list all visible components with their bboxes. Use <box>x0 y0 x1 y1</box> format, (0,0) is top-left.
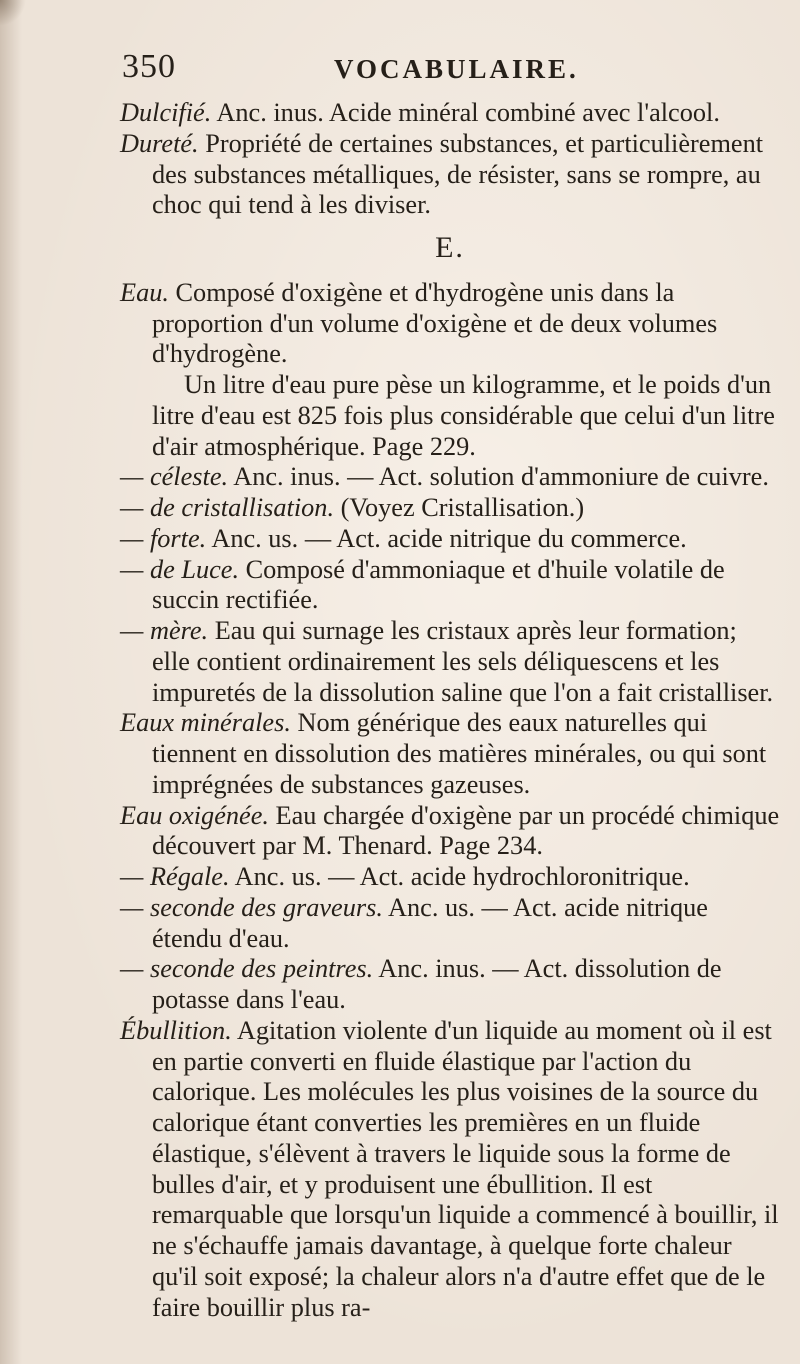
entry-eau-forte <box>120 524 780 555</box>
entry-term: — céleste. <box>120 462 229 492</box>
entry-eaux-minerales <box>120 708 780 800</box>
entry-eau-paragraph <box>120 370 780 462</box>
entry-definition: Anc. us. — Act. acide hydrochloronitrique. <box>229 862 690 891</box>
entry-term: Ébullition. <box>120 1015 232 1045</box>
entry-term: Eaux minérales. <box>120 708 291 738</box>
entry-term: — seconde des peintres. <box>120 954 374 984</box>
entry-term: — seconde des graveurs. <box>120 892 383 922</box>
entry-definition: Un litre d'eau pure pèse un kilogramme, et le poids d'un litre d'eau est 825 fois plus considérable que celui d'un litre d'air atmosphérique. Page 229. <box>152 370 775 461</box>
entry-term: — de Luce. <box>120 554 240 584</box>
running-title: VOCABULAIRE. <box>334 54 579 84</box>
dictionary-text <box>120 98 780 1323</box>
entry-definition: Agitation violente d'un liquide au moment où il est en partie converti en fluide élastique par l'action du calorique. Les molécules les plus voisines de la source du calorique étant converties les premières en un fluide élastique, s'élèvent à travers le liquide sous la forme de bulles d'air, et y produisent une ébullition. Il est remarquable que lorsqu'un liquide a commencé à bouillir, il ne s'échauffe jamais davantage, à quelque forte chaleur qu'il soit exposé; la chaleur alors n'a d'autre effet que de le faire bouillir plus ra- <box>152 1015 779 1322</box>
entry-definition: Anc. us. — Act. acide nitrique étendu d'eau. <box>152 892 708 953</box>
entry-eau-mere <box>120 616 780 708</box>
entry-eau-regale <box>120 862 780 893</box>
entry-eau-seconde-graveurs <box>120 893 780 955</box>
entry-definition: Composé d'ammoniaque et d'huile volatile de succin rectifiée. <box>152 554 725 615</box>
entry-eau-seconde-peintres <box>120 954 780 1016</box>
entry-term: Dureté. <box>120 128 199 158</box>
entry-definition: Eau chargée d'oxigène par un procédé chimique découvert par M. Thenard. Page 234. <box>152 800 780 861</box>
entry-eau-oxigenee <box>120 801 780 863</box>
entry-term: Dulcifié. <box>120 98 212 127</box>
page-header <box>122 48 720 94</box>
entry-definition: Composé d'oxigène et d'hydrogène unis dans la proportion d'un volume d'oxigène et de deux volumes d'hydrogène. <box>152 277 718 369</box>
page-edge-shadow <box>0 0 22 1364</box>
entry-definition: Nom générique des eaux naturelles qui tiennent en dissolution des matières minérales, ou qui sont imprégnées de substances gazeuses. <box>152 708 767 799</box>
entry-ebullition <box>120 1016 780 1324</box>
entry-eau <box>120 278 780 370</box>
entry-durete <box>120 129 780 221</box>
entry-term: — Régale. <box>120 862 230 891</box>
page-number: 350 <box>122 48 176 85</box>
entry-definition: (Voyez Cristallisation.) <box>334 493 585 522</box>
entry-eau-cristallisation <box>120 493 780 524</box>
entry-definition: Eau qui surnage les cristaux après leur formation; elle contient ordinairement les sels déliquescens et les impuretés de la dissolution saline que l'on a fait cristalliser. <box>152 616 774 707</box>
entry-definition: Anc. inus. — Act. dissolution de potasse dans l'eau. <box>152 954 722 1014</box>
entry-eau-celeste <box>120 462 780 493</box>
entry-definition: Propriété de certaines substances, et particulièrement des substances métalliques, de résister, sans se rompre, au choc qui tend à les diviser. <box>152 128 764 220</box>
entry-definition: Anc. inus. Acide minéral combiné avec l'alcool. <box>211 98 720 127</box>
entry-dulcifie <box>120 98 780 129</box>
entry-term: — mère. <box>120 616 209 645</box>
page-corner-mark <box>0 0 26 26</box>
entry-term: — forte. <box>120 523 207 553</box>
entry-definition: Anc. us. — Act. acide nitrique du commerce. <box>206 523 687 553</box>
entry-term: Eau oxigénée. <box>120 800 269 830</box>
section-letter: E. <box>435 231 465 264</box>
entry-term: — de cristallisation. <box>120 493 335 522</box>
entry-eau-luce <box>120 555 780 617</box>
entry-term: Eau. <box>120 277 169 307</box>
entry-definition: Anc. inus. — Act. solution d'ammoniure de cuivre. <box>228 462 769 492</box>
